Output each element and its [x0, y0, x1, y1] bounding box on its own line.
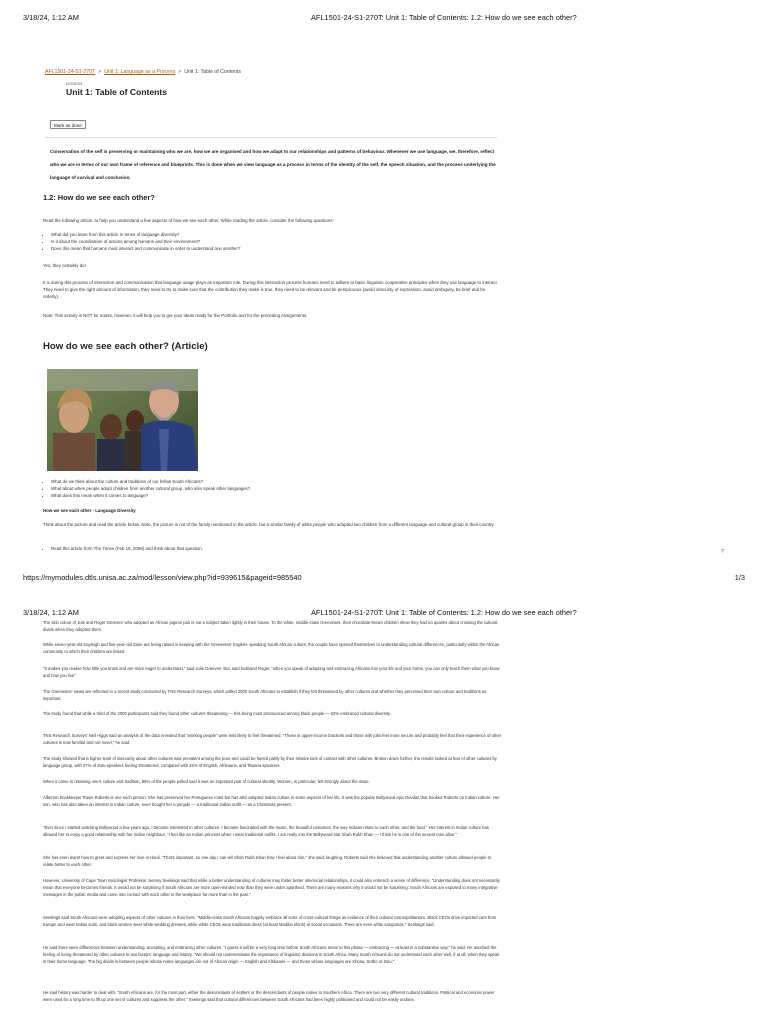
article-heading: How do we see each other? (Article) — [43, 341, 208, 352]
page-title: Unit 1: Table of Contents — [66, 87, 168, 97]
breadcrumb-separator: > — [178, 69, 182, 75]
article-paragraph: The skin colour of Jule and Roger Greeves' who adopted an African pigeon pair is not a subject taken lightly in their house. To the white, middle-class Greeveses, their chocolate-brown children show they had no qualms about crossing the cultural divide when they adopted them. — [43, 620, 498, 632]
mark-as-done-button[interactable]: Mark as done — [50, 120, 86, 129]
breadcrumb — [45, 69, 241, 75]
print-url: https://mymodules.dtls.unisa.ac.za/mod/lesson/view.php?id=939615&pageid=985540 — [23, 573, 302, 582]
intro-text: Conservation of the self is preserving or maintaining who we are, how we are organised and how we adapt to our relationships and patterns of behaviour. Whenever we use language, we, therefore, reflect who we are in terms of our own frame of reference and blueprints. This is done when we view language as a process in terms of the identity of the self, the speech situation, and the process underlying the language of survival and conclusion. — [50, 149, 496, 180]
article-paragraph: "Ever since I started watching Bollywood a few years ago, I became interested in other cultures. I became fascinated with the music, the beautiful costumes, the way Indians relate to each other, and the food." Her interest in Indian culture has allowed her to enjoy a good relationship with her Indian neighbour. "I feel like an Indian princess when I wear traditional outfits. I am really into the Bollywood star Shah Rukh Khan — I think he is one of the sexiest men alive." — [43, 825, 489, 837]
list-item: • Does this mean that humans must interact and communicate in order to understand one another? — [51, 245, 240, 252]
article-subheading: How we see each other - Language Diversity — [43, 508, 136, 513]
answer-text: Yes, they certainly do! — [43, 263, 86, 268]
list-item: • Read this article from The Times (Feb 16, 2008) and think about that question. — [51, 545, 203, 552]
breadcrumb-current: Unit 1: Table of Contents — [184, 69, 241, 75]
breadcrumb-unit-link[interactable]: Unit 1: Language as a Process — [104, 69, 176, 75]
print-title: AFL1501-24-S1-270T: Unit 1: Table of Contents: 1.2: How do we see each other? — [311, 13, 577, 22]
article-paragraph: The study found that while a third of the 2000 participants said they found other cultures threatening — this being most pronounced among black people — 63% embraced cultural diversity. — [43, 711, 391, 716]
list-item: • What about when people adopt children from another cultural group, who also speak other languages? — [51, 485, 250, 492]
article-paragraph: The study showed that a higher level of insecurity about other cultures was prevalent among the poor and could be fueled partly by their relative lack of contact with other cultures. Broken down further, the results looked at fear of other cultures by language group, with 37% of Zulu-speakers feeling threatened, compared with 25% of English, Afrikaans, and Tswana speakers. — [43, 756, 497, 768]
list-item: • Is it about the coordination of actions among humans and their environment? — [51, 238, 240, 245]
print-date: 3/18/24, 1:12 AM — [23, 13, 79, 22]
article-paragraph: She has even learnt how to greet and express her love in Hindi. "That's important, so one day I can tell Shah Rukh Khan how I feel about him," she said, laughing. Roberts said she believed that understanding another culture allowed people to relate better to each other. — [43, 855, 492, 867]
article-paragraph: While seven-year-old Kayleigh and five-year-old Zane are being raised in keeping with the Greeveses' English- speaking South African culture, the couple have opened themselves to understanding cultural differences, particularly within the African community to which their children are linked. — [43, 642, 500, 654]
list-item: • What does this mean when it comes to language? — [51, 492, 250, 499]
side-mark: ? — [721, 549, 724, 555]
article-paragraph: Seekings said South Africans were adopting aspects of other cultures in their lives. "Middle-class South Africans happily embrace all sorts of cross-cultural things as evidence of their cultural cosmopolitanism. Black CEOs drive imported cars from Europe and wear Italian suits, and black women wear white wedding dresses, while white CEOs wear traditional dress (at least Madiba shirts) at social occasions. There are even white sangomas," Seekings said. — [43, 915, 497, 927]
list-item: • What did you learn from this article in terms of language diversity? — [51, 231, 240, 238]
article-paragraph: "It makes you realise how little you know and are more eager to understand," said Julie Greeves. But, said husband Roger, "when you speak of adopting and embracing Africans into your life and your home, you can only teach them what you know and how you live". — [43, 666, 500, 678]
article-paragraph: TNS Research Surveys' Neil Higgs said an analysis of the data revealed that "working people" were less likely to feel threatened. "Those in upper-income brackets and those with jobs feel more secure and probably feel that their experience of other cultures is now familiar and not novel," he said. — [43, 733, 502, 745]
print-title: AFL1501-24-S1-270T: Unit 1: Table of Contents: 1.2: How do we see each other? — [311, 608, 577, 617]
article-paragraph: He said there were differences between understanding, accepting, and embracing other cultures. "I guess it will be a very long time before South Africans move to this phase — embracing — at least in a substantive way," he said. He ascribed the feeling of being threatened by other cultures to two factors: language and history. "We should not underestimate the importance of linguistic divisions in South Africa. Many South Africans do not understand each other well, if at all, when they speak in their home language. The big divide is between people whose home languages are not of African origin — English and Afrikaans — and those whose languages are Xhosa, Sotho or Zulu." — [43, 945, 500, 964]
article-paragraph: He said history was harder to deal with. "South Africans are, for the most part, either the descendants of settlers or the descendants of people native to Southern Africa. There are two very different cultural traditions. Political and economic power were used for a long time to lift up one set of cultures and suppress the other." Seekings said that cultural differences between South Africans had been highly politicised and could not be easily undone. — [43, 990, 495, 1002]
think-text: Think about the picture and read the article below. Note, the picture is not of the family mentioned in the article, but a similar family of white people who adopted two children from a different language and cultural group in their country. — [43, 522, 495, 527]
breadcrumb-separator: > — [98, 69, 102, 75]
article-paragraph: However, University of Cape Town sociologist Professor Jeremy Seekings said that while a better understanding of cultures may foster better interracial relationships, it could also entrench a sense of difference. "Understanding does not necessarily mean that everyone becomes friends. It would not be surprising if South Africans are more open-minded now than they were under apartheid. There are many reasons why it would not be surprising: South Africans are exposed to many integrative messages in the public media and come into contact with each other in the workplace far more than in the past." — [43, 878, 500, 897]
family-photo — [47, 369, 198, 471]
read-list — [43, 545, 203, 552]
lesson-kicker: LESSON — [66, 81, 83, 86]
divider — [45, 137, 497, 138]
instructions-text: Read the following article, to help you understand a few aspects of how we see each other. While reading the article, consider the following questions: — [43, 218, 334, 223]
article-questions-list — [43, 478, 250, 500]
article-paragraph: The Greeveses' views are reflected in a recent study conducted by TNS Research Surveys, which polled 2000 South Africans to establish if they felt threatened by other cultures and whether they perceived their own culture and traditions as important. — [43, 689, 487, 701]
questions-list — [43, 231, 240, 253]
breadcrumb-course-link[interactable]: AFL1501-24-S1-270T — [45, 69, 96, 75]
print-date: 3/18/24, 1:12 AM — [23, 608, 79, 617]
note-text: Note: This activity is NOT for marks, however, it will help you to get your ideas ready for the Portfolio and for the preceding Assignments. — [43, 313, 308, 318]
section-heading: 1.2: How do we see each other? — [43, 193, 155, 202]
print-page-number: 1/3 — [734, 573, 745, 582]
cooperative-paragraph: It is during this process of interaction and communication that language usage plays an important role. During this interaction process humans need to adhere to basic linguistic cooperative principles when they use language to interact. They need to give the right amount of information, they need to try to make sure that the contribution they make is true, they need to be relevant and be perspicuous (avoid obscurity of expression, avoid ambiguity, be brief and be orderly). — [43, 280, 498, 300]
list-item: • What do we think about the culture and traditions of our fellow South Africans? — [51, 478, 250, 485]
family-photo-image — [47, 369, 198, 471]
article-paragraph: Alberton bookkeeper Rosie Roberts is one such person. She has preserved her Portuguese roots but has also adopted Indian culture in some aspects of her life. It was the popular Bollywood epic Devdas that hooked Roberts on Indian culture. Her son, who has also taken an interest in Indian culture, even bought her a punjabi — a traditional Indian outfit — as a Christmas present. — [43, 795, 500, 807]
article-paragraph: When it came to retaining one's culture and tradition, 86% of the people polled said it was an important part of cultural identity. Women, in particular, felt strongly about the issue. — [43, 779, 370, 784]
